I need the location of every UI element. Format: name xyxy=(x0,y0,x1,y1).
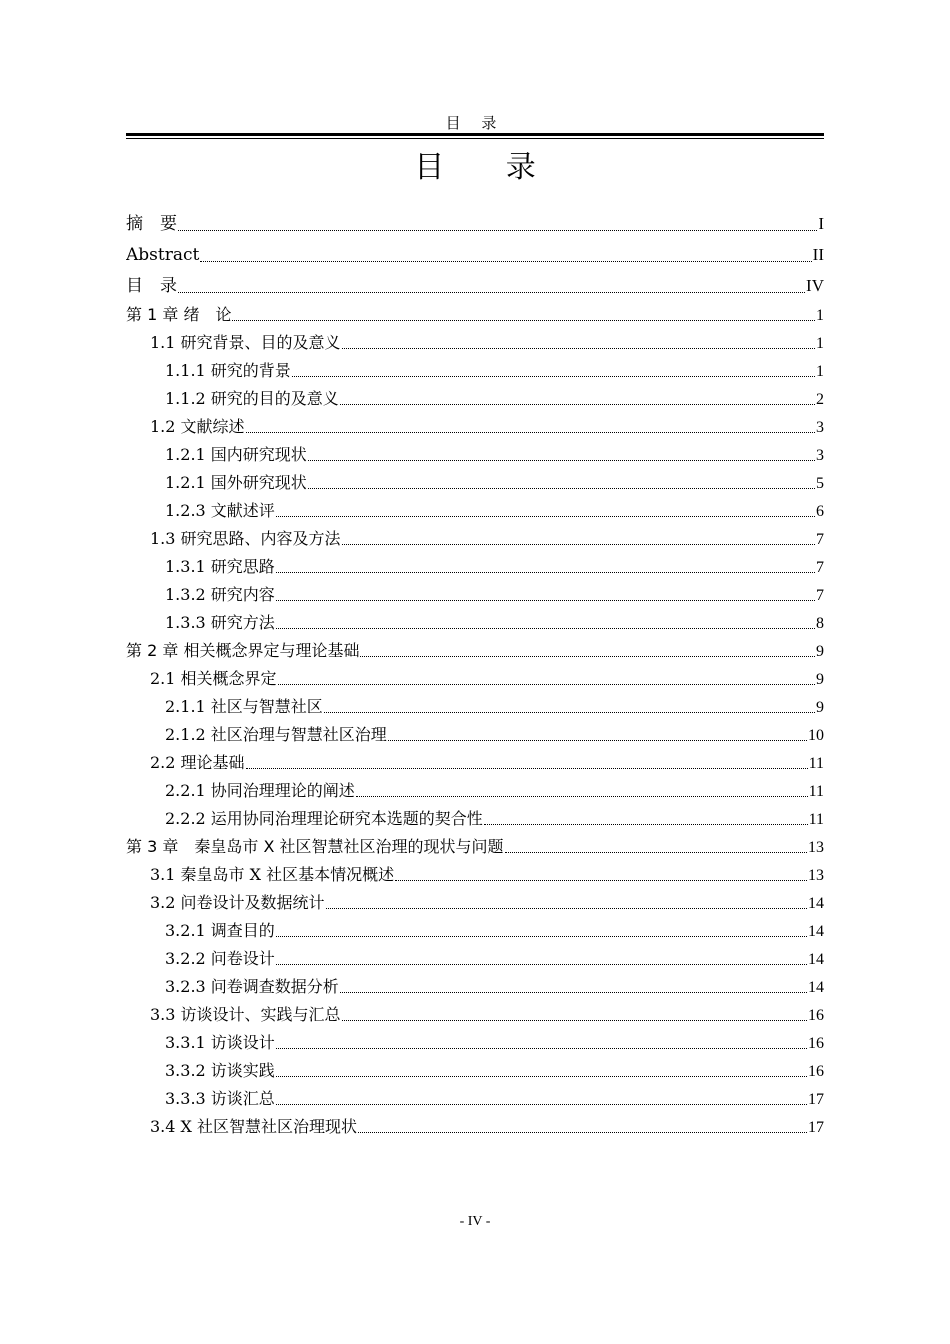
toc-dot-leader xyxy=(246,767,808,769)
toc-entry-label: 2.2.1 协同治理理论的阐述 xyxy=(165,781,355,800)
toc-entry-page: 9 xyxy=(816,699,824,716)
toc-dot-leader xyxy=(342,347,815,349)
toc-dot-leader xyxy=(308,487,815,489)
toc-entry-page: 16 xyxy=(808,1063,824,1080)
toc-entry-page: 14 xyxy=(808,979,824,996)
toc-entry-label: 3.3.2 访谈实践 xyxy=(165,1061,275,1080)
toc-dot-leader xyxy=(276,1047,807,1049)
page-title: 目 录 xyxy=(414,150,562,185)
toc-dot-leader xyxy=(388,739,807,741)
toc-dot-leader xyxy=(276,571,815,573)
toc-entry[interactable] xyxy=(126,1085,824,1113)
toc-entry-page: 16 xyxy=(808,1007,824,1024)
toc-entry-page: 14 xyxy=(808,951,824,968)
toc-entry-label: 2.1.1 社区与智慧社区 xyxy=(165,697,323,716)
toc-entry[interactable] xyxy=(126,833,824,861)
toc-dot-leader xyxy=(342,543,815,545)
toc-dot-leader xyxy=(358,1131,807,1133)
toc-entry-label: 2.2.2 运用协同治理理论研究本选题的契合性 xyxy=(165,809,483,828)
toc-entry-label: 2.1 相关概念界定 xyxy=(150,669,277,688)
toc-entry-label: 1.3 研究思路、内容及方法 xyxy=(150,529,341,548)
toc-entry[interactable] xyxy=(126,441,824,469)
toc-dot-leader xyxy=(246,431,815,433)
toc-entry-label: 3.3 访谈设计、实践与汇总 xyxy=(150,1005,341,1024)
toc-entry-page: 6 xyxy=(816,503,824,520)
toc-entry-label: 3.2 问卷设计及数据统计 xyxy=(150,893,325,912)
toc-entry-label: Abstract xyxy=(126,245,200,265)
toc-entry[interactable] xyxy=(126,385,824,413)
toc-entry[interactable] xyxy=(126,469,824,497)
toc-entry-label: 3.2.3 问卷调查数据分析 xyxy=(165,977,339,996)
toc-entry-page: 7 xyxy=(816,559,824,576)
toc-dot-leader xyxy=(276,627,815,629)
toc-entry[interactable] xyxy=(126,917,824,945)
toc-dot-leader xyxy=(324,711,815,713)
toc-dot-leader xyxy=(200,260,811,262)
toc-entry-label: 3.2.1 调查目的 xyxy=(165,921,275,940)
toc-entry-label: 摘 要 xyxy=(126,214,177,234)
toc-entry-label: 1.1.1 研究的背景 xyxy=(165,361,291,380)
toc-entry-page: 3 xyxy=(816,447,824,464)
toc-dot-leader xyxy=(484,823,808,825)
toc-entry[interactable] xyxy=(126,973,824,1001)
toc-entry-page: 1 xyxy=(816,335,824,352)
toc-entry-label: 3.2.2 问卷设计 xyxy=(165,949,275,968)
toc-entry-page: 11 xyxy=(808,811,824,828)
table-of-contents xyxy=(126,208,824,1141)
toc-entry-page: 14 xyxy=(808,895,824,912)
toc-entry-label: 1.1.2 研究的目的及意义 xyxy=(165,389,339,408)
toc-entry-page: IV xyxy=(806,276,824,295)
toc-dot-leader xyxy=(276,935,807,937)
toc-dot-leader xyxy=(308,459,815,461)
toc-entry-label: 第 1 章 绪 论 xyxy=(126,305,232,324)
toc-entry[interactable] xyxy=(126,637,824,665)
toc-entry-label: 2.1.2 社区治理与智慧社区治理 xyxy=(165,725,387,744)
toc-entry-page: 7 xyxy=(816,587,824,604)
toc-entry[interactable] xyxy=(126,1057,824,1085)
toc-entry[interactable] xyxy=(126,749,824,777)
toc-entry[interactable] xyxy=(126,239,824,270)
toc-dot-leader xyxy=(340,991,807,993)
toc-entry[interactable] xyxy=(126,665,824,693)
toc-entry[interactable] xyxy=(126,609,824,637)
toc-entry-page: 1 xyxy=(816,307,824,324)
toc-entry-label: 3.1 秦皇岛市 X 社区基本情况概述 xyxy=(150,865,395,884)
toc-entry[interactable] xyxy=(126,777,824,805)
toc-dot-leader xyxy=(276,515,815,517)
toc-entry[interactable] xyxy=(126,721,824,749)
toc-dot-leader xyxy=(326,907,807,909)
toc-dot-leader xyxy=(278,683,815,685)
toc-entry-label: 第 2 章 相关概念界定与理论基础 xyxy=(126,641,360,660)
toc-dot-leader xyxy=(360,655,815,657)
toc-entry-page: II xyxy=(812,245,824,264)
toc-entry[interactable] xyxy=(126,805,824,833)
toc-entry-page: 7 xyxy=(816,531,824,548)
toc-entry[interactable] xyxy=(126,553,824,581)
toc-entry-page: 13 xyxy=(808,867,824,884)
toc-dot-leader xyxy=(395,879,807,881)
toc-entry-label: 1.2.3 文献述评 xyxy=(165,501,275,520)
toc-entry[interactable] xyxy=(126,1113,824,1141)
toc-entry-label: 1.2 文献综述 xyxy=(150,417,245,436)
toc-entry[interactable] xyxy=(126,581,824,609)
toc-dot-leader xyxy=(276,963,807,965)
toc-entry-label: 3.4 X 社区智慧社区治理现状 xyxy=(150,1117,358,1136)
toc-entry-page: 13 xyxy=(808,839,824,856)
toc-entry-label: 3.3.1 访谈设计 xyxy=(165,1033,275,1052)
toc-entry-page: 11 xyxy=(808,783,824,800)
toc-dot-leader xyxy=(356,795,808,797)
toc-entry-page: 9 xyxy=(816,671,824,688)
toc-entry-label: 目 录 xyxy=(126,276,177,296)
toc-entry-label: 第 3 章 秦皇岛市 X 社区智慧社区治理的现状与问题 xyxy=(126,837,504,856)
header-rule-thin xyxy=(126,138,824,139)
toc-entry-page: 1 xyxy=(816,363,824,380)
toc-entry-label: 1.3.2 研究内容 xyxy=(165,585,275,604)
toc-entry[interactable] xyxy=(126,861,824,889)
toc-entry[interactable] xyxy=(126,693,824,721)
toc-entry-page: 5 xyxy=(816,475,824,492)
toc-entry-page: 17 xyxy=(808,1091,824,1108)
toc-entry-page: I xyxy=(818,214,824,233)
toc-entry-page: 2 xyxy=(816,391,824,408)
toc-entry-page: 3 xyxy=(816,419,824,436)
page-number: - IV - xyxy=(459,1214,491,1229)
toc-entry-label: 1.2.1 国外研究现状 xyxy=(165,473,307,492)
toc-entry-label: 1.2.1 国内研究现状 xyxy=(165,445,307,464)
toc-entry-page: 10 xyxy=(808,727,824,744)
toc-entry[interactable] xyxy=(126,1029,824,1057)
toc-entry-page: 9 xyxy=(816,643,824,660)
toc-entry-page: 14 xyxy=(808,923,824,940)
toc-dot-leader xyxy=(178,291,805,293)
toc-entry-label: 1.1 研究背景、目的及意义 xyxy=(150,333,341,352)
toc-dot-leader xyxy=(292,375,815,377)
toc-entry-page: 8 xyxy=(816,615,824,632)
toc-dot-leader xyxy=(276,599,815,601)
toc-entry-page: 17 xyxy=(808,1119,824,1136)
toc-entry[interactable] xyxy=(126,329,824,357)
toc-entry[interactable] xyxy=(126,889,824,917)
toc-entry[interactable] xyxy=(126,497,824,525)
toc-dot-leader xyxy=(505,851,808,853)
toc-entry[interactable] xyxy=(126,1001,824,1029)
toc-dot-leader xyxy=(276,1103,807,1105)
toc-dot-leader xyxy=(342,1019,807,1021)
toc-dot-leader xyxy=(232,319,815,321)
toc-entry[interactable] xyxy=(126,270,824,301)
toc-entry[interactable] xyxy=(126,357,824,385)
toc-entry[interactable] xyxy=(126,413,824,441)
toc-dot-leader xyxy=(276,1075,807,1077)
toc-entry[interactable] xyxy=(126,525,824,553)
toc-entry-label: 2.2 理论基础 xyxy=(150,753,245,772)
toc-entry[interactable] xyxy=(126,301,824,329)
toc-entry-page: 16 xyxy=(808,1035,824,1052)
header-rule-thick xyxy=(126,133,824,136)
toc-entry[interactable] xyxy=(126,208,824,239)
toc-dot-leader xyxy=(340,403,815,405)
toc-entry-label: 1.3.1 研究思路 xyxy=(165,557,275,576)
toc-entry-page: 11 xyxy=(808,755,824,772)
toc-entry-label: 3.3.3 访谈汇总 xyxy=(165,1089,275,1108)
toc-entry[interactable] xyxy=(126,945,824,973)
toc-entry-label: 1.3.3 研究方法 xyxy=(165,613,275,632)
toc-dot-leader xyxy=(178,229,817,231)
running-header: 目 录 xyxy=(445,114,505,132)
